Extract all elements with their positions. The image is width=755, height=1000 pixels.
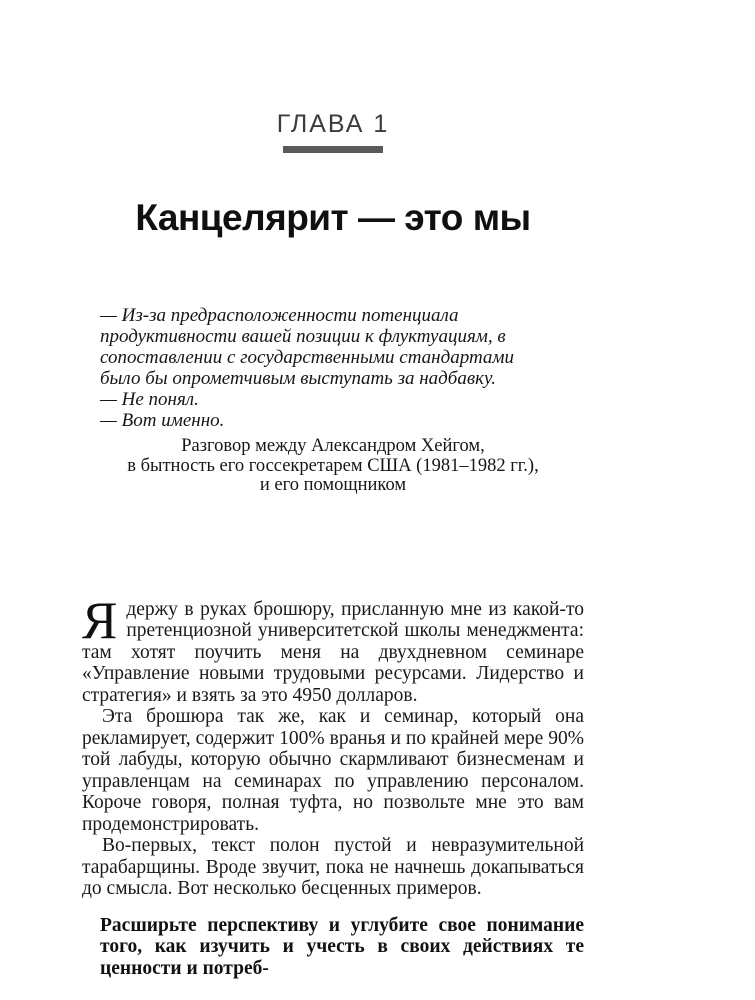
chapter-label: ГЛАВА 1 — [276, 110, 390, 138]
epigraph-attribution — [82, 437, 584, 496]
body-text — [82, 591, 584, 980]
chapter-rule-bar — [283, 146, 383, 153]
epigraph — [82, 305, 584, 496]
chapter-header — [82, 0, 584, 239]
paragraph-dropcap — [82, 591, 584, 707]
bold-quote-paragraph: Расширьте перспективу и углубите свое понимание того, как изучить и учесть в своих действиях те ценности и потреб- — [100, 914, 584, 979]
paragraph: Во-первых, текст полон пустой и невразумительной тарабарщины. Вроде звучит, пока не начнешь докапываться до смысла. Вот несколько бесценных примеров. — [82, 835, 584, 899]
epigraph-line: — Из-за предрасположенности потенциала продуктивности вашей позиции к флуктуациям, в сопоставлении с государственными стандартами было бы опрометчивым выступать за надбавку. — [100, 305, 515, 389]
paragraph-text: держу в руках брошюру, присланную мне из какой-то претенциозной университетской школы менеджмента: там хотят поучить меня на двухдневном семинаре «Управление новыми трудовыми ресурсами. Лидерство и стратегия» и взять за это 4950 долларов. — [82, 598, 584, 706]
attribution-line: и его помощником — [259, 475, 407, 495]
drop-cap-letter: Я — [82, 591, 118, 650]
chapter-title: Канцелярит — это мы — [135, 197, 531, 238]
paragraph: Эта брошюра так же, как и семинар, который она рекламирует, содержит 100% вранья и по крайней мере 90% той лабуды, которую обычно скармливают бизнесменам и управленцам на семинарах по управлению персоналом. Короче говоря, полная туфта, но позвольте мне это вам продемонстрировать. — [82, 706, 584, 835]
attribution-line: в бытность его госсекретарем США (1981–1982 гг.), — [127, 455, 539, 476]
epigraph-line: — Не понял. — [100, 389, 199, 410]
attribution-line: Разговор между Александром Хейгом, — [181, 436, 485, 456]
epigraph-line: — Вот именно. — [100, 410, 225, 431]
